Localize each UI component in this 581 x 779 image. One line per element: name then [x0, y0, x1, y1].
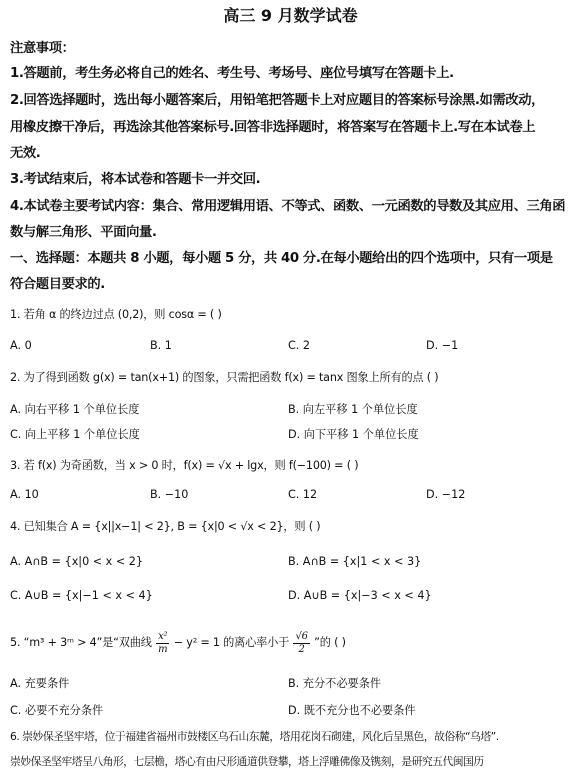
question-4-option-c: C. A∪B = {x|−1 < x < 4} [10, 589, 153, 602]
question-1-stem: 1. 若角 α 的终边过点 (0,2)，则 cosα = ( ) [10, 308, 222, 321]
question-2-stem: 2. 为了得到函数 g(x) = tan(x+1) 的图象，只需把函数 f(x) = tanx 图象上所有的点 ( ) [10, 371, 439, 384]
fraction-denominator: m [158, 643, 168, 655]
question-5-stem-middle: − y² = 1 的离心率小于 [170, 636, 293, 649]
question-4-stem: 4. 已知集合 A = {x||x−1| < 2}, B = {x|0 < √x < 2}，则 ( ) [10, 520, 321, 533]
question-5-option-d: D. 既不充分也不必要条件 [288, 704, 416, 717]
question-4-option-a: A. A∩B = {x|0 < x < 2} [10, 555, 144, 568]
section-heading-cont: 符合题目要求的. [10, 277, 105, 292]
question-1-option-d: D. −1 [426, 339, 459, 352]
question-6-stem-line-1: 6. 崇妙保圣坚牢塔，位于福建省福州市鼓楼区乌石山东麓，塔用花岗石砌建，风化后呈黑色，故俗称“乌塔”. [10, 730, 499, 743]
question-3-option-c: C. 12 [288, 488, 318, 501]
note-line-1: 1.答题前，考生务必将自己的姓名、考生号、考场号、座位号填写在答题卡上. [10, 66, 454, 81]
question-2-option-b: B. 向左平移 1 个单位长度 [288, 403, 418, 416]
note-line-6: 4.本试卷主要考试内容：集合、常用逻辑用语、不等式、函数、一元函数的导数及其应用、三角函 [10, 199, 566, 214]
fraction-denominator: 2 [298, 643, 305, 655]
notes-heading: 注意事项： [10, 41, 75, 56]
section-heading: 一、选择题：本题共 8 小题，每小题 5 分，共 40 分.在每小题给出的四个选项中，只有一项是 [10, 251, 553, 266]
question-5-option-b: B. 充分不必要条件 [288, 677, 382, 690]
question-1-option-c: C. 2 [288, 339, 311, 352]
question-1-option-a: A. 0 [10, 339, 32, 352]
question-3-option-a: A. 10 [10, 488, 39, 501]
question-6-stem-line-2: 崇妙保圣坚牢塔呈八角形，七层檐，塔心有由尺形通道供登攀，塔上浮雕佛像及镌刻，是研究五代闽国历 [10, 755, 484, 768]
question-1-option-b: B. 1 [150, 339, 172, 352]
note-line-2: 2.回答选择题时，选出每小题答案后，用铅笔把答题卡上对应题目的答案标号涂黑.如需改动， [10, 93, 545, 108]
eccentricity-fraction-root6-over-2 [293, 631, 309, 656]
question-4-option-d: D. A∪B = {x|−3 < x < 4} [288, 589, 432, 602]
note-line-4: 无效. [10, 146, 41, 161]
note-line-5: 3.考试结束后，将本试卷和答题卡一并交回. [10, 172, 261, 187]
question-5-stem-end: ”的 ( ) [310, 636, 346, 649]
exam-title: 高三 9 月数学试卷 [223, 6, 358, 25]
question-3-stem: 3. 若 f(x) 为奇函数，当 x > 0 时，f(x) = √x + lgx，则 f(−100) = ( ) [10, 459, 359, 472]
note-line-3: 用橡皮擦干净后，再选涂其他答案标号.回答非选择题时，将答案写在答题卡上.写在本试卷上 [10, 120, 536, 135]
fraction-numerator: x² [156, 631, 169, 644]
fraction-numerator: √6 [295, 630, 308, 642]
question-5-option-c: C. 必要不充分条件 [10, 704, 104, 717]
question-5-stem [10, 626, 576, 660]
question-3-option-d: D. −12 [426, 488, 466, 501]
question-4-option-b: B. A∩B = {x|1 < x < 3} [288, 555, 422, 568]
eccentricity-fraction-x2-over-m [156, 631, 169, 656]
question-2-option-d: D. 向下平移 1 个单位长度 [288, 428, 419, 441]
question-5-option-a: A. 充要条件 [10, 677, 70, 690]
question-5-stem-start: 5. “m³ + 3ᵐ > 4”是“双曲线 [10, 636, 156, 649]
question-2-option-a: A. 向右平移 1 个单位长度 [10, 403, 140, 416]
question-2-option-c: C. 向上平移 1 个单位长度 [10, 428, 140, 441]
question-3-option-b: B. −10 [150, 488, 189, 501]
note-line-7: 数与解三角形、平面向量. [10, 225, 157, 240]
